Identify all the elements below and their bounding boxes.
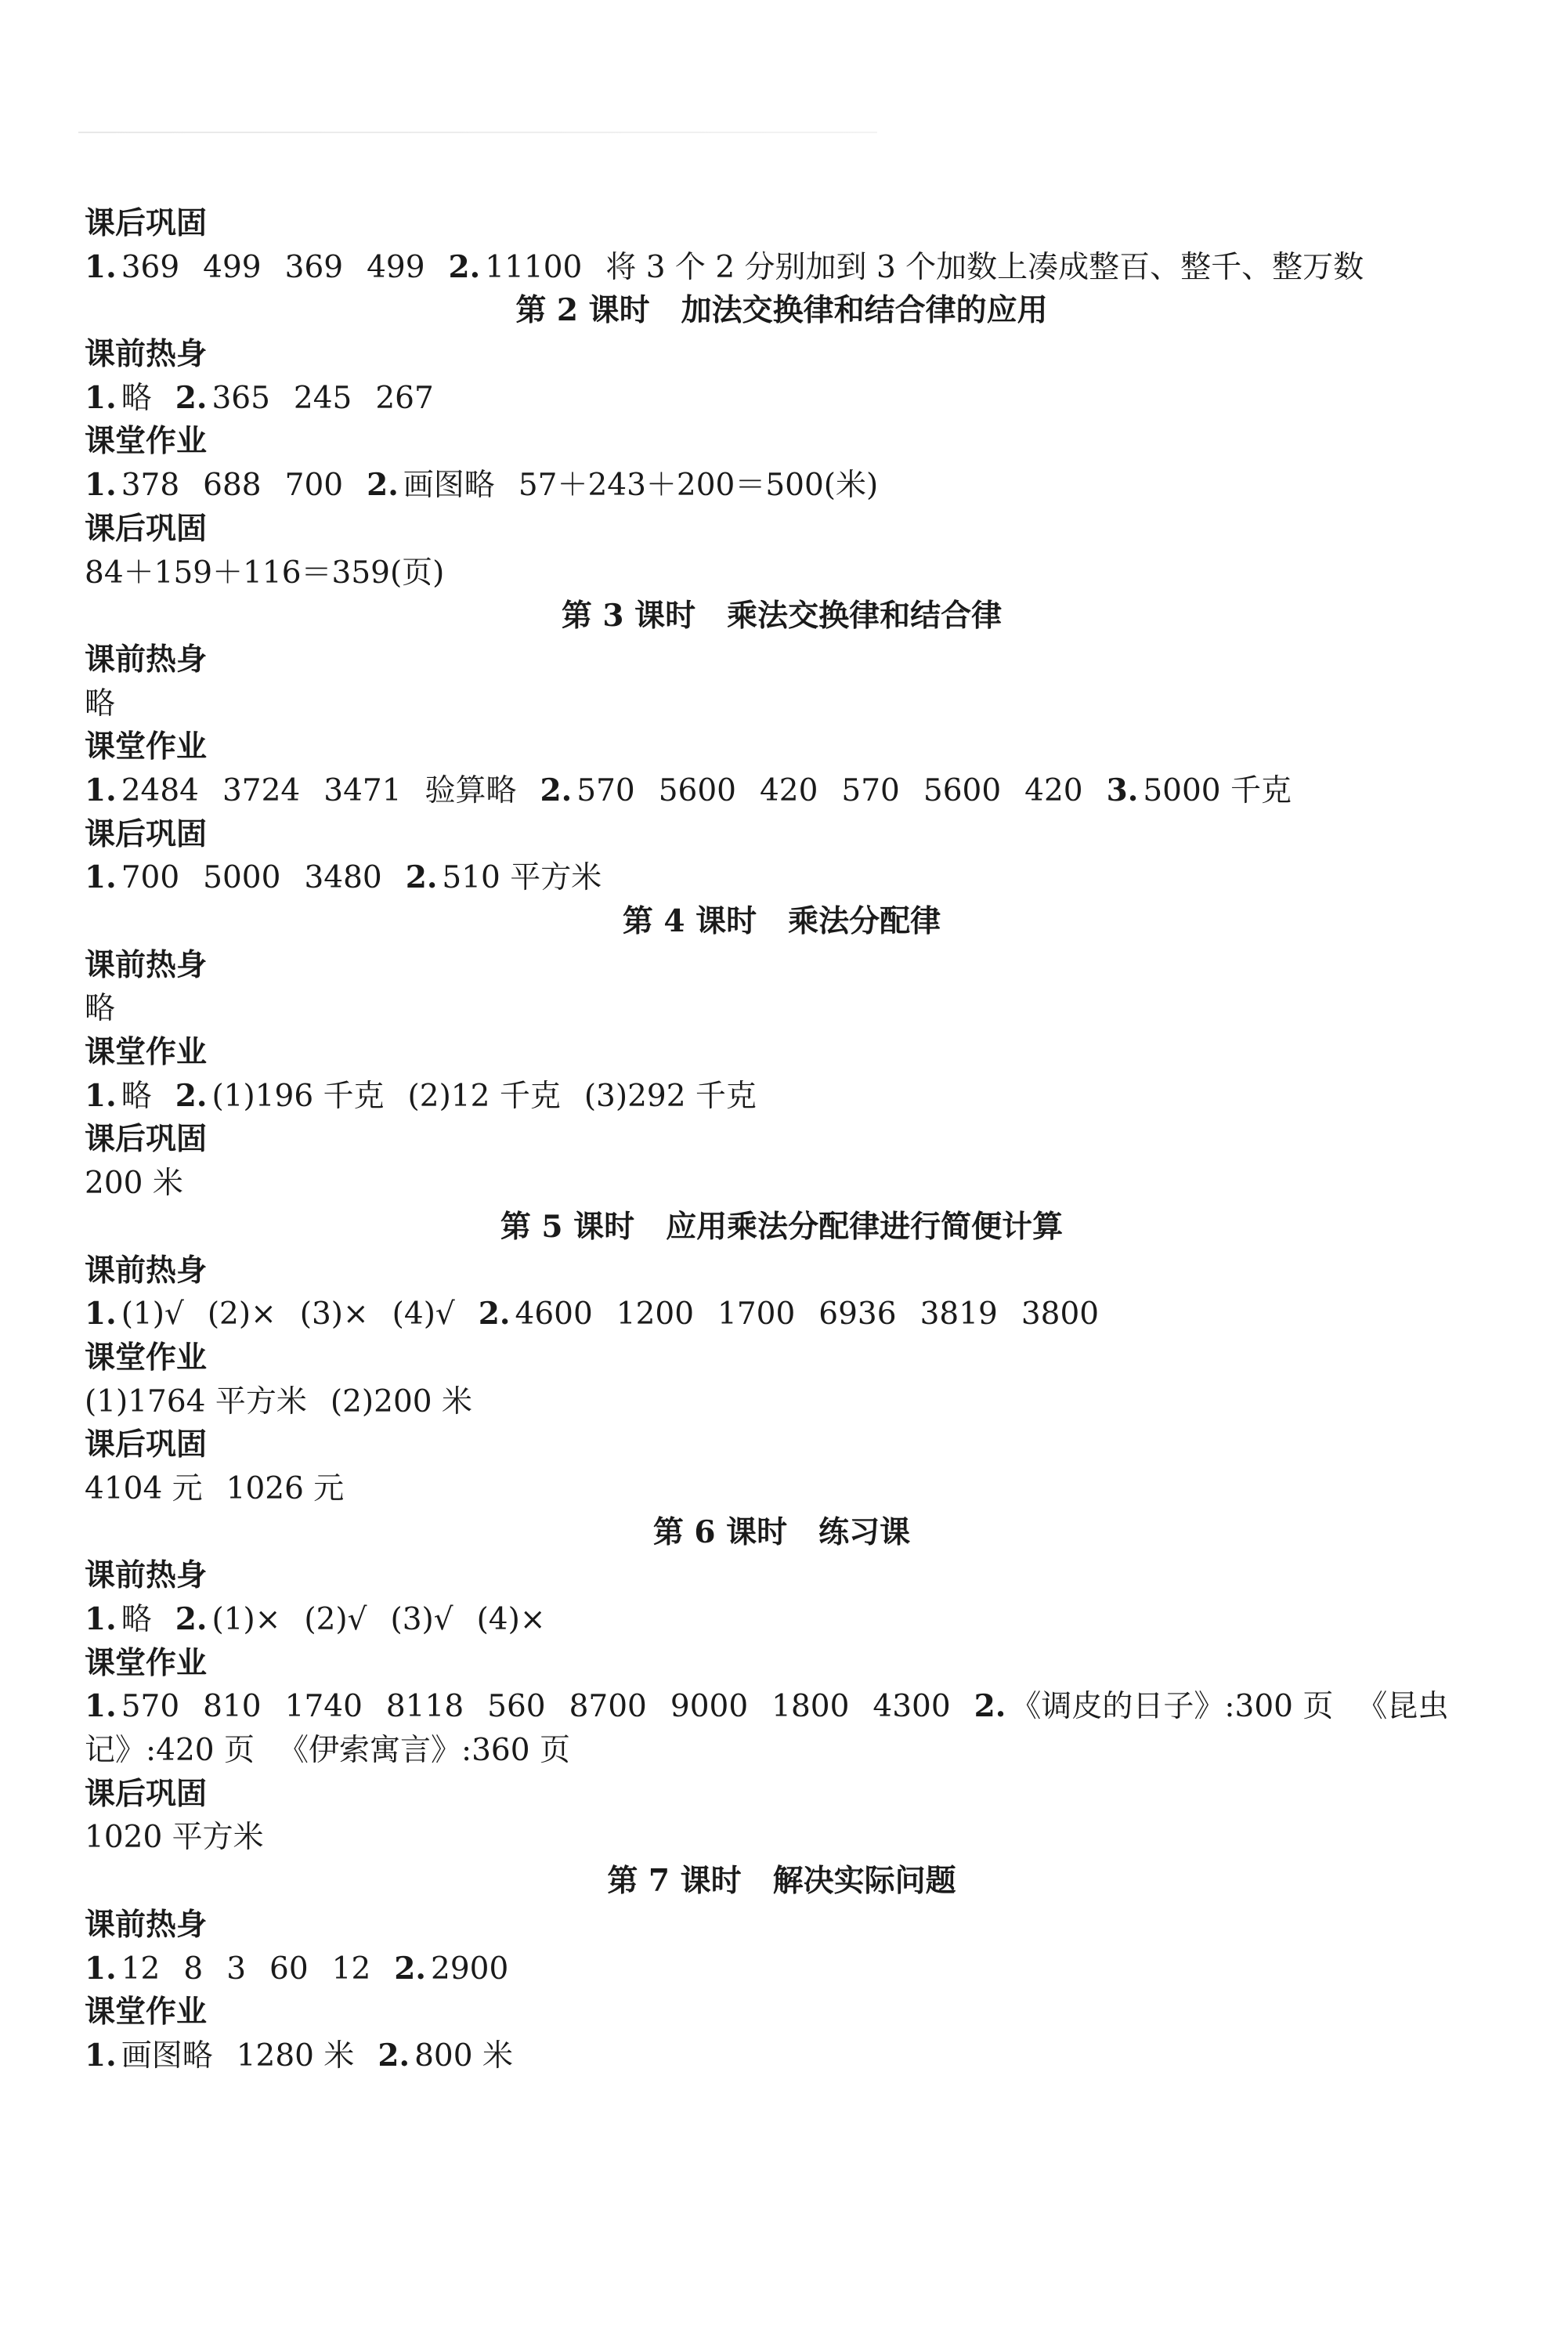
- lesson-topic: 解决实际问题: [772, 1863, 956, 1900]
- answer-value: 1026 元: [226, 1470, 345, 1506]
- section-label: 课前热身: [85, 946, 208, 983]
- section-label: 课前热身: [85, 1252, 208, 1289]
- answer-value: (2)200 米: [330, 1383, 472, 1419]
- answer-value: (3)×: [299, 1296, 369, 1333]
- lesson-title: [85, 1206, 1479, 1249]
- question-number: 2.: [175, 1601, 208, 1637]
- question-number: 2.: [175, 379, 208, 416]
- lesson-number: 第 5 课时: [500, 1208, 635, 1245]
- answer-value: 700: [284, 468, 344, 504]
- question-number: 1.: [85, 1950, 117, 1987]
- question-number: 1.: [85, 379, 117, 416]
- lesson-title: [85, 1511, 1479, 1555]
- question-number: 2.: [478, 1296, 511, 1333]
- answer-value: 8118: [385, 1689, 464, 1725]
- answer-value: 6936: [818, 1296, 897, 1333]
- answer-value: 60: [269, 1951, 309, 1987]
- answer-line: [85, 1729, 1479, 1773]
- answer-value: 《调皮的日子》:300 页: [1010, 1689, 1334, 1725]
- answer-value: 499: [367, 249, 425, 285]
- answer-value: 499: [203, 249, 262, 285]
- answer-value: 420: [1024, 772, 1083, 808]
- answer-value: 84＋159＋116＝359(页): [85, 555, 445, 591]
- answer-value: (2)×: [207, 1296, 276, 1333]
- question-number: 2.: [394, 1950, 427, 1987]
- answer-line: [85, 246, 1479, 290]
- answer-value: 1700: [717, 1296, 796, 1333]
- question-number: 2.: [540, 772, 573, 808]
- answer-line: [85, 377, 1479, 421]
- answer-value: 5600: [923, 772, 1002, 808]
- answer-line: [85, 1075, 1479, 1119]
- section-label: 课后巩固: [85, 205, 208, 241]
- answer-value: 1200: [616, 1296, 695, 1333]
- answer-value: 3471: [323, 772, 402, 808]
- answer-line: [85, 682, 1479, 726]
- answer-value: 5600: [658, 772, 736, 808]
- question-number: 1.: [85, 467, 117, 504]
- answer-line: [85, 1293, 1479, 1336]
- section-label: 课前热身: [85, 641, 208, 678]
- answer-value: 3800: [1021, 1296, 1100, 1333]
- answer-line: [85, 1685, 1479, 1729]
- answer-value: 800 米: [414, 2038, 513, 2074]
- answer-value: 《昆虫: [1357, 1689, 1449, 1725]
- answer-line: [85, 856, 1479, 900]
- answer-value: 510 平方米: [442, 860, 602, 896]
- question-number: 2.: [405, 859, 438, 896]
- question-number: 2.: [448, 248, 481, 285]
- lesson-topic: 加法交换律和结合律的应用: [681, 292, 1048, 329]
- answer-value: (2)12 千克: [407, 1078, 561, 1114]
- question-number: 2.: [367, 467, 399, 504]
- faint-header-rule: [78, 132, 877, 133]
- answer-value: 688: [203, 468, 262, 504]
- section-label: 课后巩固: [85, 815, 208, 852]
- answer-value: 11100: [485, 249, 583, 285]
- answer-value: 369: [121, 249, 180, 285]
- answer-value: 245: [293, 380, 352, 416]
- answer-value: 略: [85, 685, 116, 721]
- answer-value: (4)×: [476, 1602, 546, 1637]
- answer-value: 记》:420 页: [85, 1733, 255, 1769]
- question-number: 1.: [85, 1296, 117, 1333]
- answer-value: 700: [121, 860, 180, 896]
- answer-value: 57＋243＋200＝500(米): [518, 468, 879, 504]
- answer-value: 9000: [670, 1689, 749, 1725]
- question-number: 1.: [85, 1688, 117, 1725]
- answer-value: 1740: [284, 1689, 363, 1725]
- section-label: 课后巩固: [85, 1427, 208, 1463]
- answer-value: 3: [226, 1951, 247, 1987]
- answer-value: 3724: [222, 772, 301, 808]
- lesson-title: [85, 289, 1479, 333]
- answer-line: [85, 1947, 1479, 1991]
- section-label: 课前热身: [85, 1557, 208, 1594]
- lesson-number: 第 2 课时: [515, 292, 650, 329]
- question-number: 2.: [175, 1077, 208, 1114]
- question-number: 1.: [85, 859, 117, 896]
- answer-value: 8: [183, 1951, 204, 1987]
- answer-value: 3819: [919, 1296, 998, 1333]
- answer-line: [85, 1598, 1479, 1642]
- answer-value: 570: [841, 772, 900, 808]
- lesson-title: [85, 900, 1479, 944]
- answer-value: 4104 元: [85, 1470, 203, 1506]
- answer-value: 369: [284, 249, 344, 285]
- section-label: 课堂作业: [85, 423, 208, 460]
- answer-value: 12: [331, 1951, 371, 1987]
- answer-value: (4)√: [392, 1296, 455, 1333]
- answer-value: 200 米: [85, 1166, 183, 1202]
- answer-value: 570: [576, 772, 635, 808]
- answer-line: [85, 769, 1479, 813]
- answer-value: 365: [211, 380, 270, 416]
- answer-value: (1)1764 平方米: [85, 1383, 307, 1419]
- question-number: 1.: [85, 248, 117, 285]
- answer-value: 略: [121, 1602, 152, 1637]
- answer-value: (2)√: [304, 1602, 367, 1637]
- answer-value: 12: [121, 1951, 161, 1987]
- lesson-title: [85, 1860, 1479, 1904]
- lesson-number: 第 7 课时: [607, 1863, 742, 1900]
- answer-value: 4600: [515, 1296, 593, 1333]
- lesson-topic: 练习课: [818, 1513, 911, 1550]
- lesson-number: 第 3 课时: [561, 598, 696, 635]
- answer-value: 420: [759, 772, 818, 808]
- section-label: 课前热身: [85, 1906, 208, 1943]
- section-label: 课后巩固: [85, 1121, 208, 1158]
- answer-value: 略: [121, 380, 152, 416]
- answer-value: 8700: [569, 1689, 647, 1725]
- answer-value: (3)292 千克: [583, 1078, 757, 1114]
- lesson-number: 第 4 课时: [622, 903, 757, 939]
- section-label: 课前热身: [85, 336, 208, 373]
- lesson-number: 第 6 课时: [652, 1513, 788, 1550]
- question-number: 2.: [378, 2037, 410, 2074]
- answer-value: 1020 平方米: [85, 1820, 264, 1856]
- answer-value: 378: [121, 468, 180, 504]
- question-number: 1.: [85, 772, 117, 808]
- answer-value: 略: [121, 1078, 152, 1114]
- answer-value: 验算略: [425, 772, 517, 808]
- answer-value: 略: [85, 991, 116, 1027]
- answer-value: 810: [203, 1689, 262, 1725]
- lesson-topic: 应用乘法分配律进行简便计算: [666, 1208, 1064, 1245]
- answer-line: [85, 551, 1479, 595]
- answer-line: [85, 1162, 1479, 1206]
- lesson-topic: 乘法交换律和结合律: [727, 598, 1003, 635]
- question-number: 1.: [85, 2037, 117, 2074]
- answer-line: [85, 1467, 1479, 1511]
- answer-value: 《伊索寓言》:360 页: [277, 1733, 570, 1769]
- answer-value: (1)√: [121, 1296, 184, 1333]
- answer-value: 将 3 个 2 分别加到 3 个加数上凑成整百、整千、整万数: [605, 249, 1364, 285]
- question-number: 1.: [85, 1077, 117, 1114]
- answer-value: 560: [487, 1689, 546, 1725]
- answer-value: 画图略: [121, 2038, 213, 2074]
- section-label: 课后巩固: [85, 510, 208, 547]
- answer-line: [85, 464, 1479, 508]
- section-label: 课堂作业: [85, 1339, 208, 1376]
- question-number: 1.: [85, 1601, 117, 1637]
- answer-value: 267: [375, 380, 434, 416]
- answer-value: 1800: [771, 1689, 850, 1725]
- answer-value: (1)×: [211, 1602, 281, 1637]
- answer-value: 570: [121, 1689, 180, 1725]
- answer-value: 5000 千克: [1143, 772, 1292, 808]
- answer-value: 2900: [431, 1951, 509, 1987]
- answer-key-content: [85, 202, 1479, 2078]
- answer-value: 画图略: [403, 468, 495, 504]
- section-label: 课堂作业: [85, 1644, 208, 1681]
- answer-line: [85, 1380, 1479, 1424]
- question-number: 3.: [1106, 772, 1139, 808]
- answer-value: 5000: [203, 860, 281, 896]
- answer-value: 4300: [873, 1689, 951, 1725]
- lesson-topic: 乘法分配律: [788, 903, 941, 939]
- answer-value: 1280 米: [236, 2038, 355, 2074]
- section-label: 课堂作业: [85, 1994, 208, 2030]
- answer-value: 3480: [304, 860, 382, 896]
- question-number: 2.: [974, 1688, 1006, 1725]
- answer-value: (3)√: [390, 1602, 453, 1637]
- section-label: 课后巩固: [85, 1775, 208, 1812]
- section-label: 课堂作业: [85, 729, 208, 765]
- section-label: 课堂作业: [85, 1034, 208, 1071]
- answer-value: 2484: [121, 772, 199, 808]
- answer-line: [85, 2034, 1479, 2078]
- answer-line: [85, 1816, 1479, 1860]
- answer-value: (1)196 千克: [211, 1078, 385, 1114]
- lesson-title: [85, 595, 1479, 638]
- answer-line: [85, 987, 1479, 1031]
